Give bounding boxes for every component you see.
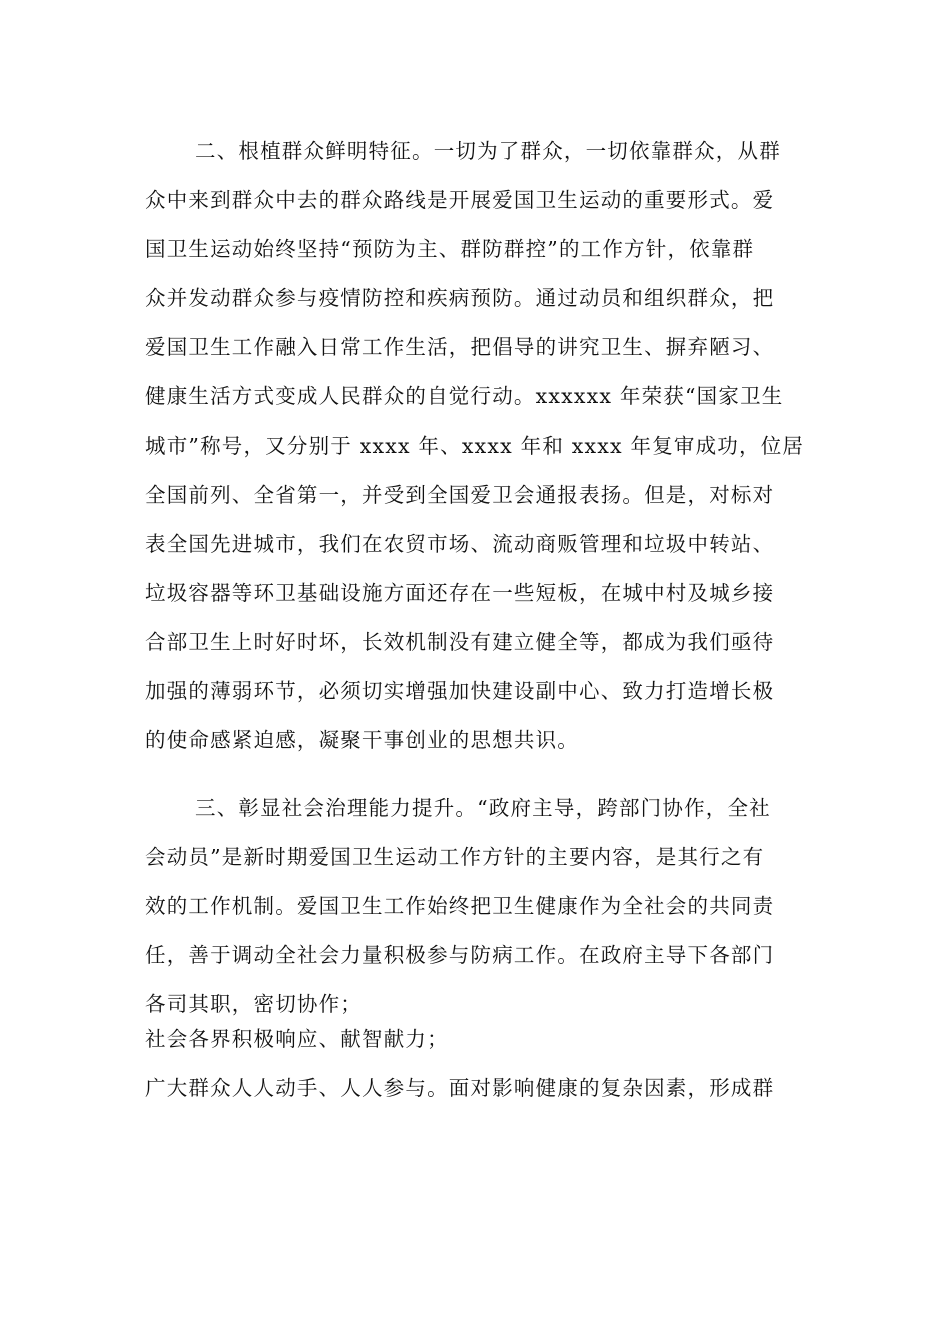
- paragraph-line: 二、根植群众鲜明特征。一切为了群众，一切依靠群众，从群: [195, 139, 781, 163]
- paragraph-line: 加强的薄弱环节，必须切实增强加快建设副中心、致力打造增长极: [145, 679, 775, 704]
- paragraph-public-participation: [145, 1064, 805, 1113]
- paragraph-line: 效的工作机制。爱国卫生工作始终把卫生健康作为全社会的共同责: [145, 894, 775, 919]
- paragraph-line: 全国前列、全省第一，并受到全国爱卫会通报表扬。但是，对标对: [145, 482, 775, 507]
- paragraph-society-response: [145, 1015, 805, 1064]
- paragraph-line: 众并发动群众参与疫情防控和疾病预防。通过动员和组织群众，把: [145, 286, 775, 311]
- paragraph-line: 各司其职，密切协作；: [145, 992, 362, 1017]
- paragraph-line: 爱国卫生工作融入日常工作生活，把倡导的讲究卫生、摒弃陋习、: [145, 335, 775, 360]
- paragraph-line: 众中来到群众中去的群众路线是开展爱国卫生运动的重要形式。爱: [145, 188, 775, 213]
- paragraph-line: 会动员”是新时期爱国卫生运动工作方针的主要内容，是其行之有: [145, 845, 765, 870]
- paragraph-line: 任，善于调动全社会力量积极参与防病工作。在政府主导下各部门: [145, 943, 775, 968]
- paragraph-line: 城市”称号，又分别于 xxxx 年、xxxx 年和 xxxx 年复审成功，位居: [145, 433, 805, 458]
- paragraph-line: 三、彰显社会治理能力提升。“政府主导，跨部门协作，全社: [195, 796, 771, 820]
- paragraph-line: 表全国先进城市，我们在农贸市场、流动商贩管理和垃圾中转站、: [145, 531, 775, 556]
- paragraph-line: 的使命感紧迫感，凝聚干事创业的思想共识。: [145, 728, 579, 753]
- paragraph-grassroots: [145, 127, 805, 765]
- paragraph-line: 垃圾容器等环卫基础设施方面还存在一些短板，在城中村及城乡接: [145, 580, 775, 605]
- paragraph-line: 广大群众人人动手、人人参与。面对影响健康的复杂因素，形成群: [145, 1076, 775, 1100]
- paragraph-social-governance: [145, 784, 805, 1029]
- paragraph-line: 社会各界积极响应、献智献力；: [145, 1027, 449, 1051]
- paragraph-line: 合部卫生上时好时坏，长效机制没有建立健全等，都成为我们亟待: [145, 629, 775, 654]
- paragraph-line: 国卫生运动始终坚持“预防为主、群防群控”的工作方针，依靠群: [145, 237, 755, 262]
- paragraph-line: 健康生活方式变成人民群众的自觉行动。xxxxxx 年荣获“国家卫生: [145, 384, 784, 409]
